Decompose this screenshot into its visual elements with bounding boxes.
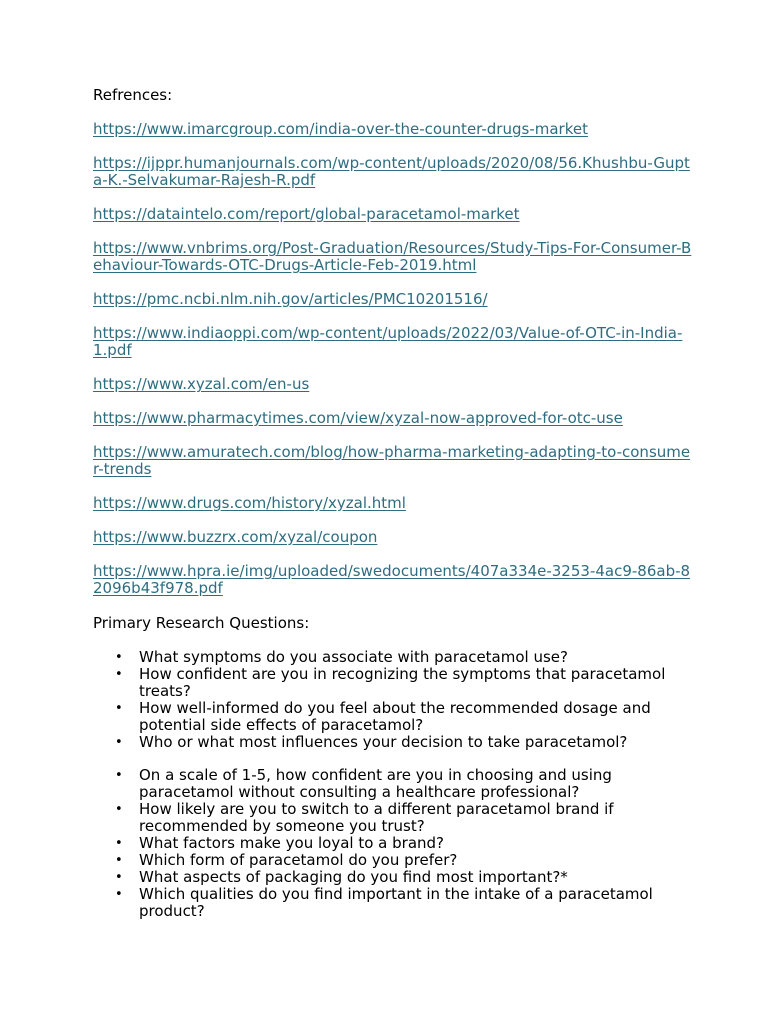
- reference-item: [93, 495, 693, 512]
- reference-item: [93, 291, 693, 308]
- reference-link-ijppr[interactable]: https://ijppr.humanjournals.com/wp-content/uploads/2020/08/56.Khushbu-Gupta-K.-Selvakumar-Rajesh-R.pdf: [93, 154, 690, 189]
- reference-link-imarcgroup[interactable]: https://www.imarcgroup.com/india-over-the-counter-drugs-market: [93, 120, 588, 138]
- question-list-2: [93, 767, 693, 920]
- question-text: What aspects of packaging do you find most important?*: [139, 868, 568, 886]
- document-page: [93, 86, 693, 920]
- question-item: [115, 868, 693, 886]
- reference-link-buzzrx[interactable]: https://www.buzzrx.com/xyzal/coupon: [93, 528, 378, 546]
- reference-item: [93, 325, 693, 359]
- question-item: [115, 766, 693, 801]
- question-item: [115, 665, 693, 700]
- question-text: How likely are you to switch to a different paracetamol brand if recommended by someone you trust?: [139, 800, 614, 835]
- references-list: [93, 121, 693, 597]
- reference-link-indiaoppi[interactable]: https://www.indiaoppi.com/wp-content/uploads/2022/03/Value-of-OTC-in-India-1.pdf: [93, 324, 683, 359]
- question-text: Which form of paracetamol do you prefer?: [139, 851, 458, 869]
- reference-item: [93, 563, 693, 597]
- reference-item: [93, 444, 693, 478]
- question-item: [115, 851, 693, 869]
- reference-link-hpra[interactable]: https://www.hpra.ie/img/uploaded/swedocuments/407a334e-3253-4ac9-86ab-82096b43f978.pdf: [93, 562, 691, 597]
- bullet-icon: •: [115, 735, 123, 750]
- reference-item: [93, 155, 693, 189]
- question-item: [115, 648, 693, 666]
- reference-link-xyzal[interactable]: https://www.xyzal.com/en-us: [93, 375, 310, 393]
- bullet-icon: •: [115, 836, 123, 851]
- question-text: Who or what most influences your decision to take paracetamol?: [139, 733, 628, 751]
- reference-link-vnbrims[interactable]: https://www.vnbrims.org/Post-Graduation/Resources/Study-Tips-For-Consumer-Behaviour-Towards-OTC-Drugs-Article-Feb-2019.html: [93, 239, 692, 274]
- bullet-icon: •: [115, 768, 123, 783]
- question-item: [115, 733, 693, 751]
- question-text: Which qualities do you find important in the intake of a paracetamol product?: [139, 885, 653, 920]
- reference-item: [93, 529, 693, 546]
- question-list-1: [93, 649, 693, 751]
- reference-item: [93, 240, 693, 274]
- question-text: What factors make you loyal to a brand?: [139, 834, 444, 852]
- reference-link-dataintelo[interactable]: https://dataintelo.com/report/global-paracetamol-market: [93, 205, 520, 223]
- reference-item: [93, 206, 693, 223]
- reference-item: [93, 410, 693, 427]
- reference-item: [93, 121, 693, 138]
- bullet-icon: •: [115, 667, 123, 682]
- reference-link-drugs[interactable]: https://www.drugs.com/history/xyzal.html: [93, 494, 406, 512]
- reference-link-pmc[interactable]: https://pmc.ncbi.nlm.nih.gov/articles/PMC10201516/: [93, 290, 488, 308]
- reference-link-pharmacytimes[interactable]: https://www.pharmacytimes.com/view/xyzal-now-approved-for-otc-use: [93, 409, 623, 427]
- question-text: On a scale of 1-5, how confident are you in choosing and using paracetamol without consulting a healthcare professional?: [139, 766, 612, 801]
- question-item: [115, 800, 693, 835]
- question-item: [115, 699, 693, 734]
- primary-research-heading: Primary Research Questions:: [93, 614, 310, 632]
- bullet-icon: •: [115, 853, 123, 868]
- reference-item: [93, 376, 693, 393]
- bullet-icon: •: [115, 701, 123, 716]
- question-text: How well-informed do you feel about the recommended dosage and potential side effects of paracetamol?: [139, 699, 651, 734]
- question-text: What symptoms do you associate with paracetamol use?: [139, 648, 568, 666]
- question-text: How confident are you in recognizing the symptoms that paracetamol treats?: [139, 665, 666, 700]
- question-item: [115, 834, 693, 852]
- bullet-icon: •: [115, 650, 123, 665]
- bullet-icon: •: [115, 887, 123, 902]
- bullet-icon: •: [115, 802, 123, 817]
- references-heading: Refrences:: [93, 86, 173, 104]
- question-item: [115, 885, 693, 920]
- bullet-icon: •: [115, 870, 123, 885]
- reference-link-amuratech[interactable]: https://www.amuratech.com/blog/how-pharma-marketing-adapting-to-consumer-trends: [93, 443, 691, 478]
